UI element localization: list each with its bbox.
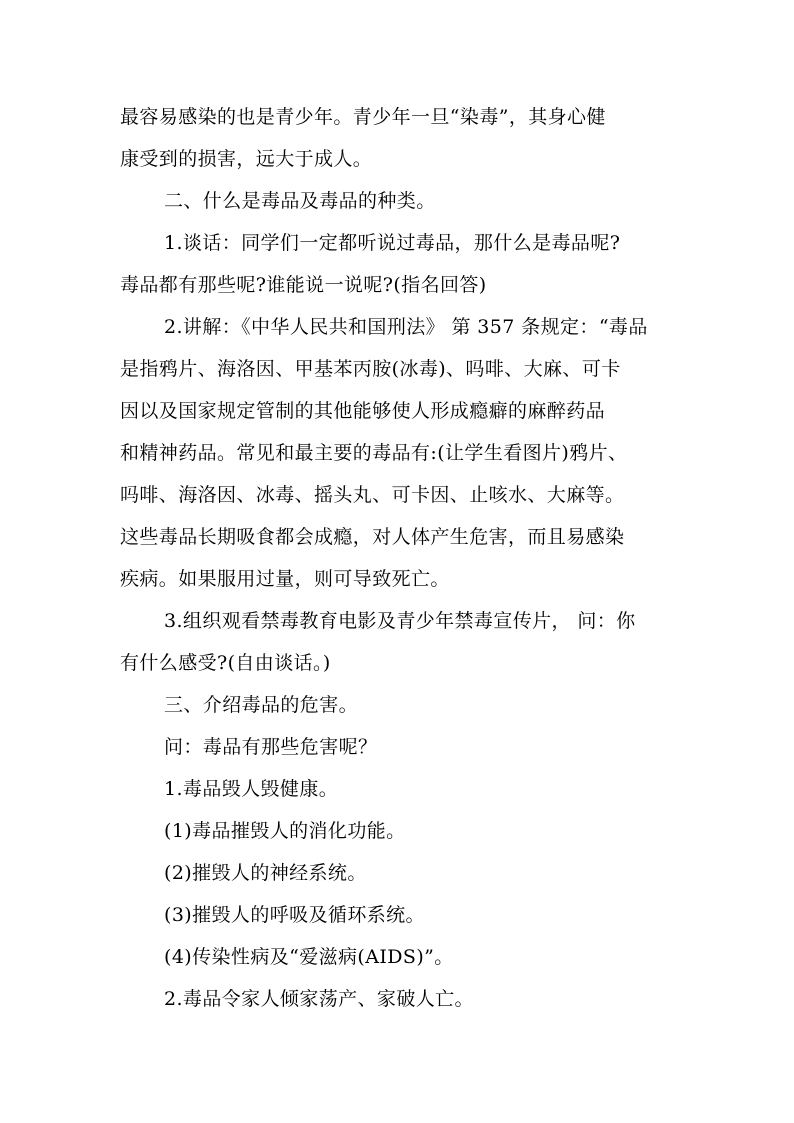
list-item: 2.毒品令家人倾家荡产、家破人亡。 — [164, 988, 474, 1010]
section-heading: 二、什么是毒品及毒品的种类。 — [164, 190, 436, 212]
list-item: (2)摧毁人的神经系统。 — [164, 862, 367, 884]
list-item: (3)摧毁人的呼吸及循环系统。 — [164, 904, 425, 926]
list-item: 1.毒品毁人毁健康。 — [164, 778, 339, 800]
paragraph-line: 最容易感染的也是青少年。青少年一旦“染毒”，其身心健 — [120, 106, 606, 128]
paragraph-line: 这些毒品长期吸食都会成瘾，对人体产生危害，而且易感染 — [120, 526, 625, 548]
paragraph-line: 是指鸦片、海洛因、甲基苯丙胺(冰毒)、吗啡、大麻、可卡 — [120, 358, 621, 380]
paragraph-line: 康受到的损害，远大于成人。 — [120, 148, 373, 170]
section-heading: 三、介绍毒品的危害。 — [164, 694, 359, 716]
list-item: (4)传染性病及“爱滋病(AIDS)”。 — [164, 946, 454, 968]
paragraph-line: 因以及国家规定管制的其他能够使人形成瘾癖的麻醉药品 — [120, 400, 606, 422]
list-item: (1)毒品摧毁人的消化功能。 — [164, 820, 406, 842]
paragraph-line: 2.讲解：《中华人民共和国刑法》 第 357 条规定：“毒品 — [164, 316, 648, 338]
paragraph-line: 1.谈话：同学们一定都听说过毒品，那什么是毒品呢? — [164, 232, 621, 254]
paragraph-line: 有什么感受?(自由谈话。) — [120, 652, 331, 674]
paragraph-line: 和精神药品。常见和最主要的毒品有:(让学生看图片)鸦片、 — [120, 442, 628, 464]
paragraph-line: 吗啡、海洛因、冰毒、摇头丸、可卡因、止咳水、大麻等。 — [120, 484, 625, 506]
paragraph-line: 问：毒品有那些危害呢？ — [164, 736, 378, 758]
paragraph-line: 3.组织观看禁毒教育电影及青少年禁毒宣传片， 问：你 — [164, 610, 636, 632]
paragraph-line: 疾病。如果服用过量，则可导致死亡。 — [120, 568, 450, 590]
paragraph-line: 毒品都有那些呢?谁能说一说呢?(指名回答) — [120, 274, 487, 296]
